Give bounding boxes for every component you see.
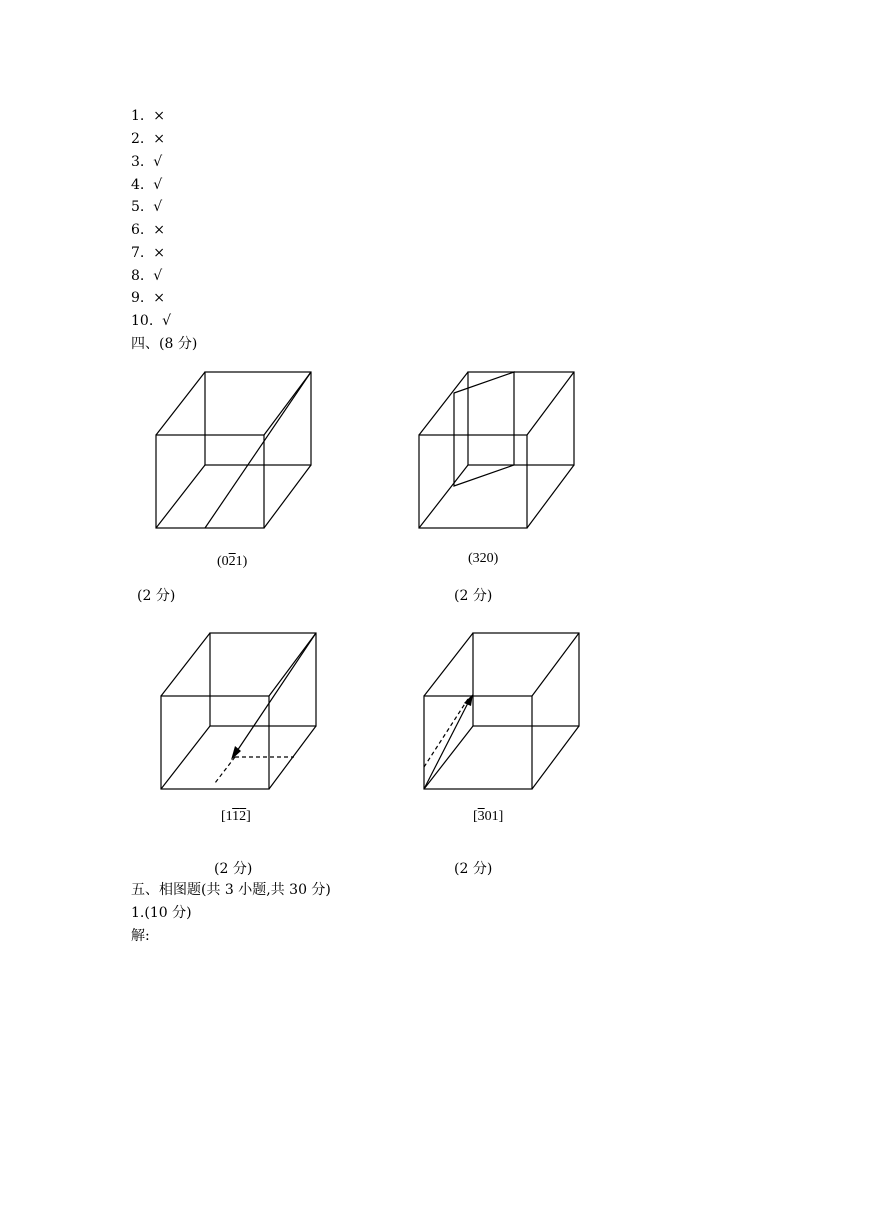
figure-caption: [301] bbox=[473, 809, 504, 824]
answer-item: 5. √ bbox=[131, 199, 163, 215]
answer-item: 2. × bbox=[131, 131, 165, 147]
solution-label: 解: bbox=[131, 928, 150, 944]
answer-item: 8. √ bbox=[131, 268, 163, 284]
direction-arrow bbox=[235, 633, 316, 754]
section5-heading: 五、相图题(共 3 小题,共 30 分) bbox=[131, 882, 331, 898]
cube-back-face bbox=[473, 633, 579, 726]
figure-score: (2 分) bbox=[454, 861, 493, 877]
cube-front-face bbox=[419, 435, 527, 528]
figure-score: (2 分) bbox=[454, 588, 493, 604]
figure-caption: (021) bbox=[217, 554, 248, 569]
cube-figure-direction-2 bbox=[418, 627, 588, 797]
question-1-heading: 1.(10 分) bbox=[131, 905, 192, 921]
cube-figure-direction-1 bbox=[155, 627, 325, 797]
plane-320 bbox=[454, 372, 514, 486]
answer-item: 7. × bbox=[131, 245, 165, 261]
figure-score: (2 分) bbox=[214, 861, 253, 877]
cube-back-face bbox=[468, 372, 574, 465]
figure-caption: (320) bbox=[468, 551, 499, 566]
cube-front-face bbox=[161, 696, 269, 789]
answer-item: 9. × bbox=[131, 290, 165, 306]
cube-figure-plane-1 bbox=[150, 366, 320, 536]
cube-front-face bbox=[156, 435, 264, 528]
section4-heading: 四、(8 分) bbox=[131, 336, 198, 352]
direction-arrow bbox=[424, 699, 470, 789]
answer-item: 4. √ bbox=[131, 177, 163, 193]
cube-figure-plane-2 bbox=[413, 366, 583, 536]
answer-item: 6. × bbox=[131, 222, 165, 238]
answer-item: 1. × bbox=[131, 108, 165, 124]
plane-trace-line bbox=[205, 372, 311, 528]
figure-caption: [112] bbox=[221, 809, 251, 824]
figure-score: (2 分) bbox=[137, 588, 176, 604]
answer-item: 10. √ bbox=[131, 313, 172, 329]
answer-item: 3. √ bbox=[131, 154, 163, 170]
